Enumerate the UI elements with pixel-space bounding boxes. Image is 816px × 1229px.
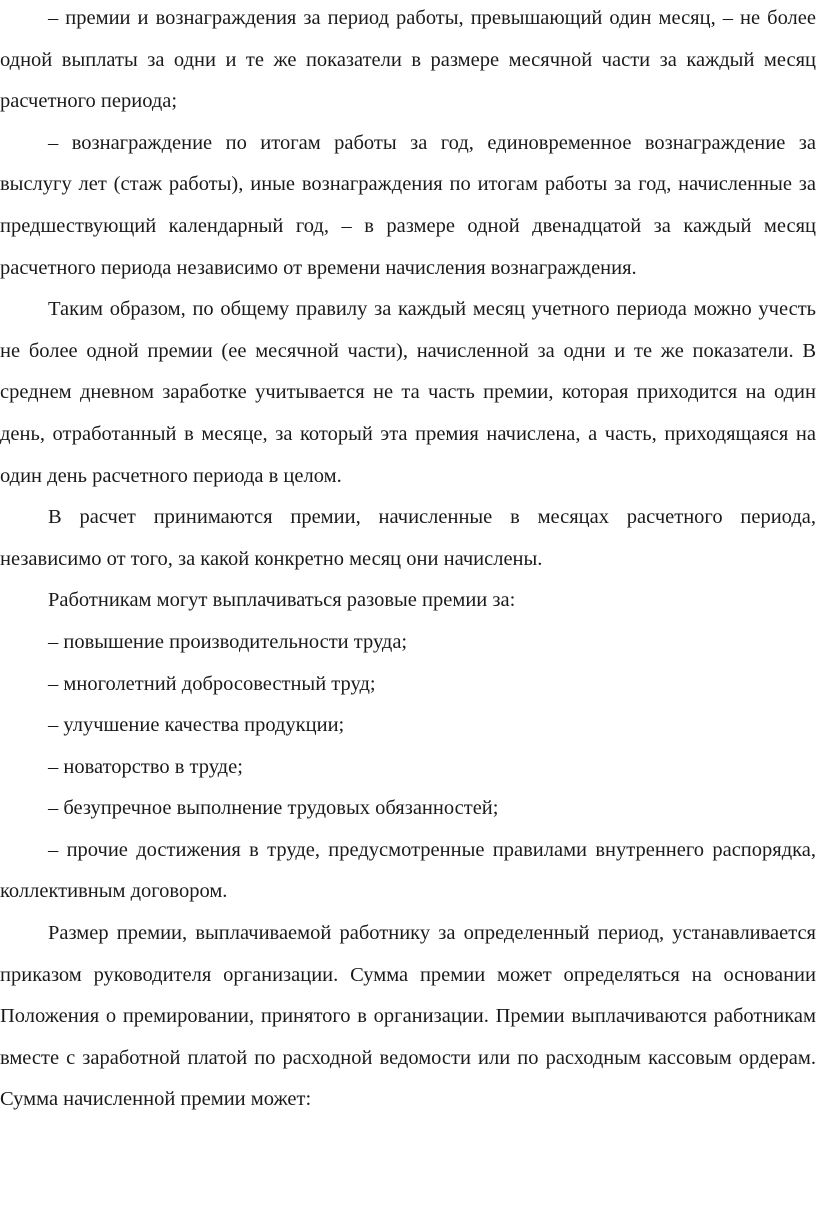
list-item-flawless-duties: – безупречное выполнение трудовых обязанностей; (48, 797, 499, 820)
paragraph-annual-reward: – вознаграждение по итогам работы за год, единовременное вознаграждение за выслугу лет (стаж работы), иные вознаграждения по итогам работы за год, начисленные за предшествующий календарный год, – в размере одной двенадцатой за каждый месяц расчетного периода независимо от времени начисления вознаграждения. (0, 131, 816, 279)
paragraph-calculation-bonuses: В расчет принимаются премии, начисленные в месяцах расчетного периода, независимо от того, за какой конкретно месяц они начислены. (0, 506, 816, 570)
paragraph-one-time-bonuses-intro: Работникам могут выплачиваться разовые премии за: (48, 589, 516, 612)
list-item-other-achievements: – прочие достижения в труде, предусмотренные правилами внутреннего распорядка, коллективным договором. (0, 838, 816, 903)
paragraph-bonus-over-month: – премии и вознаграждения за период работы, превышающий один месяц, – не более одной выплаты за одни и те же показатели в размере месячной части за каждый месяц расчетного периода; (0, 7, 816, 113)
list-item-long-service: – многолетний добросовестный труд; (48, 672, 376, 695)
paragraph-bonus-amount: Размер премии, выплачиваемой работнику за определенный период, устанавливается приказом руководителя организации. Сумма премии может определяться на основании Положения о премировании, принятого в организации. Премии выплачиваются работникам вместе с заработной платой по расходной ведомости или по расходным кассовым ордерам. Сумма начисленной премии может: (0, 922, 816, 1111)
list-item-productivity: – повышение производительности труда; (48, 630, 408, 653)
list-item-innovation: – новаторство в труде; (48, 755, 243, 778)
list-item-quality: – улучшение качества продукции; (48, 714, 345, 737)
paragraph-general-rule: Таким образом, по общему правилу за каждый месяц учетного периода можно учесть не более одной премии (ее месячной части), начисленной за одни и те же показатели. В среднем дневном заработке учитывается не та часть премии, которая приходится на один день, отработанный в месяце, за который эта премия начислена, а часть, приходящаяся на один день расчетного периода в целом. (0, 298, 816, 487)
